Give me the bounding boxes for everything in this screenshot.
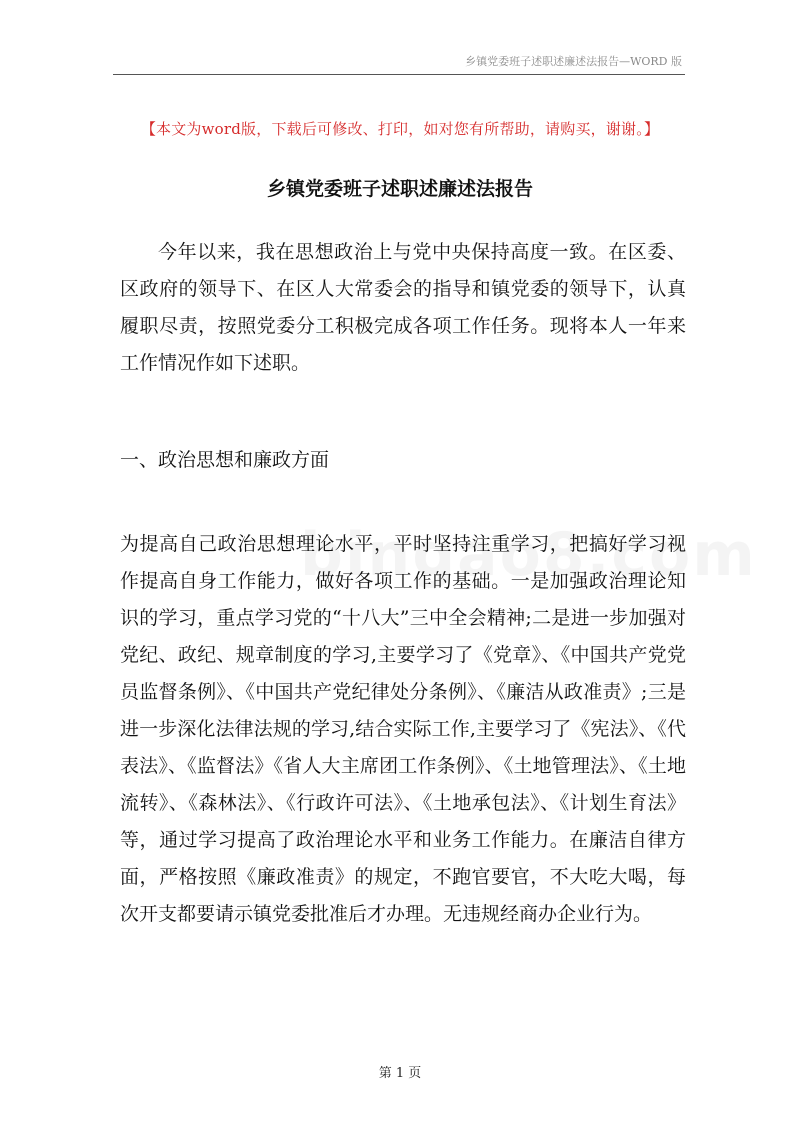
- intro-paragraph: 今年以来，我在思想政治上与党中央保持高度一致。在区委、区政府的领导下、在区人大常委会的指导和镇党委的领导下，认真履职尽责，按照党委分工积极完成各项工作任务。现将本人一年来工作情况作如下述职。: [120, 241, 686, 374]
- running-header-title: 乡镇党委班子述职述廉述法报告—WORD 版: [465, 55, 682, 68]
- section-body-political: 为提高自己政治思想理论水平，平时坚持注重学习，把搞好学习视作提高自身工作能力，做好各项工作的基础。一是加强政治理论知识的学习，重点学习党的“十八大”三中全会精神;二是进一步加强对党纪、政纪、规章制度的学习,主要学习了《党章》、《中国共产党党员监督条例》、《中国共产党纪律处分条例》、《廉洁从政准责》;三是进一步深化法律法规的学习,结合实际工作,主要学习了《宪法》、《代表法》、《监督法》《省人大主席团工作条例》、《土地管理法》、《土地流转》、《森林法》、《行政许可法》、《土地承包法》、《计划生育法》等，通过学习提高了政治理论水平和业务工作能力。在廉洁自律方面，严格按照《廉政准责》的规定，不跑官要官，不大吃大喝，每次开支都要请示镇党委批准后才办理。无违规经商办企业行为。: [120, 533, 686, 925]
- purchase-notice: 【本文为word版，下载后可修改、打印，如对您有所帮助，请购买，谢谢。】: [140, 120, 660, 138]
- page-number: 第 1 页: [378, 1066, 422, 1081]
- document-title: 乡镇党委班子述职述廉述法报告: [266, 178, 533, 200]
- header-divider: [113, 74, 685, 75]
- section-heading-political: 一、政治思想和廉政方面: [120, 449, 330, 471]
